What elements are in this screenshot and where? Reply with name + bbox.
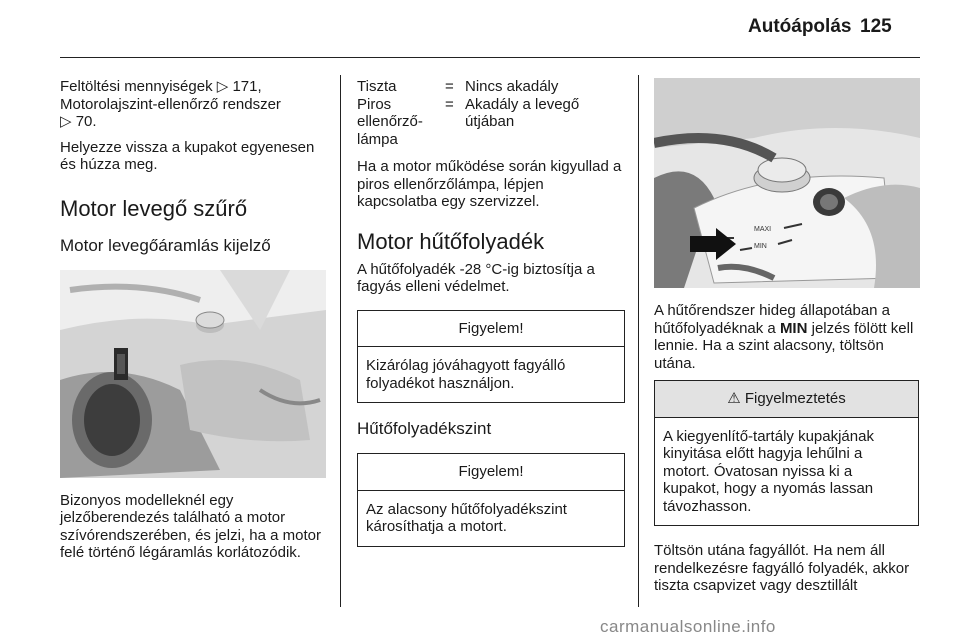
ref-page-2: 70. <box>75 113 97 130</box>
ref-page-1: 171, <box>232 78 262 95</box>
legend-desc: Akadály a levegő útjában <box>465 95 580 130</box>
legend-equals: = <box>445 95 454 113</box>
notice-body: Kizárólag jóváhagyott fagyálló folyadékot használjon. <box>366 357 566 392</box>
air-flow-indicator-photo <box>60 270 326 478</box>
min-mark-label: MIN <box>754 243 767 250</box>
ref-text-2: Motorolajszint-ellenőrző rendszer <box>60 95 281 113</box>
indicator-legend <box>357 78 625 148</box>
max-mark-label: MAXI <box>754 226 772 233</box>
coolant-reservoir-photo <box>654 78 920 288</box>
body-paragraph: A hűtőrendszer hideg állapotában a hűtőfolyadéknak a MIN jelzés fölött kell lennie. Ha a szint alacsony, töltsön utána. <box>654 302 914 372</box>
legend-term: Piros ellenőrző-lámpa <box>357 95 423 148</box>
column-2 <box>357 78 625 563</box>
column-divider-2 <box>638 75 639 607</box>
column-3 <box>654 78 924 603</box>
subsection-heading: Motor levegőáramlás kijelző <box>60 235 271 255</box>
cross-reference-paragraph <box>60 78 326 131</box>
min-label-bold: MIN <box>779 319 808 337</box>
subsection-heading: Hűtőfolyadékszint <box>357 419 492 438</box>
notice-title: Figyelem! <box>358 454 624 491</box>
warning-body: A kiegyenlítő-tartály kupakjának kinyitása előtt hagyja lehűlni a motort. Óvatosan nyissa ki a kupakot, hogy a nyomás lassan távozhasson. <box>663 427 874 515</box>
watermark: carmanualsonline.info <box>600 617 776 636</box>
section-heading: Motor levegő szűrő <box>60 195 248 221</box>
legend-term: Tiszta <box>357 78 397 95</box>
warning-title: ⚠ Figyelmeztetés <box>655 381 918 418</box>
column-divider-1 <box>340 75 341 607</box>
legend-equals: = <box>445 78 454 95</box>
body-paragraph: Helyezze vissza a kupakot egyenesen és húzza meg. <box>60 138 315 173</box>
running-header-title: Autóápolás <box>748 16 852 37</box>
warning-triangle-icon: ⚠ <box>727 390 741 407</box>
body-paragraph: Ha a motor működése során kigyullad a piros ellenőrzőlámpa, lépjen kapcsolatba egy szervizzel. <box>357 158 622 210</box>
warning-box <box>654 380 919 526</box>
notice-title: Figyelem! <box>358 311 624 348</box>
body-paragraph: Bizonyos modelleknél egy jelzőberendezés található a motor szívórendszerében, és jelzi, ha a motor felé történő légáramlás korlátozódik. <box>60 491 321 561</box>
legend-desc: Nincs akadály <box>465 78 559 95</box>
reference-arrow-icon: ▷ <box>216 78 229 95</box>
reference-arrow-icon: ▷ <box>60 113 72 130</box>
section-heading: Motor hűtőfolyadék <box>357 228 545 254</box>
notice-box <box>357 453 625 547</box>
ref-text-1: Feltöltési mennyiségek <box>60 78 213 95</box>
body-paragraph: Töltsön utána fagyállót. Ha nem áll rendelkezésre fagyálló folyadék, akkor tiszta csapvizet vagy desztillált <box>654 542 910 594</box>
page-number: 125 <box>860 16 892 37</box>
body-paragraph: A hűtőfolyadék -28 °C-ig biztosítja a fagyás elleni védelmet. <box>357 260 595 295</box>
column-1 <box>60 78 326 570</box>
notice-box <box>357 310 625 404</box>
header-rule <box>60 57 920 58</box>
notice-body: Az alacsony hűtőfolyadékszint károsíthatja a motort. <box>366 500 567 535</box>
